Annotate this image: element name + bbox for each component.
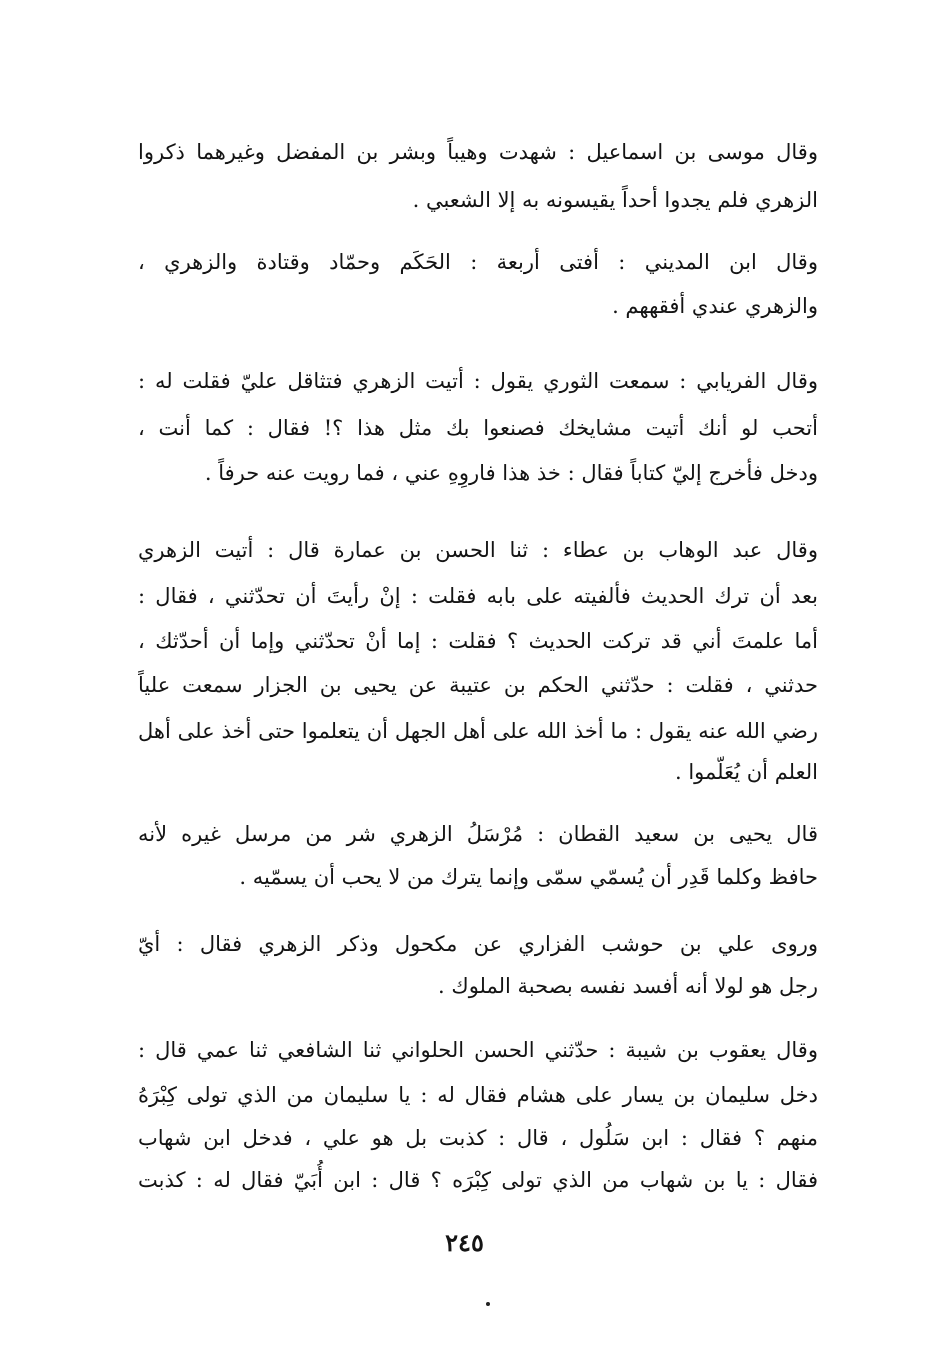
text-line: رجل هو لولا أنه أفسد نفسه بصحبة الملوك . [438,974,818,998]
text-line: وقال يعقوب بن شيبة : حدّثني الحسن الحلواني ثنا الشافعي ثنا عمي قال : [138,1038,818,1062]
text-line: حدثني ، فقلت : حدّثني الحكم بن عتيبة عن يحيى بن الجزار سمعت علياً [138,673,818,697]
text-line: وروى علي بن حوشب الفزاري عن مكحول وذكر الزهري فقال : أيّ [138,932,818,956]
text-line: دخل سليمان بن يسار على هشام فقال له : يا سليمان من الذي تولى كِبْرَهُ [138,1083,818,1107]
text-line: العلم أن يُعَلّموا . [674,760,818,784]
text-line: فقال : يا بن شهاب من الذي تولى كِبْرَه ؟ قال : ابن أُبَيّ فقال له : كذبت [138,1168,818,1192]
text-line: قال يحيى بن سعيد القطان : مُرْسَلُ الزهري شر من مرسل غيره لأنه [138,822,818,846]
scan-speck [486,1302,490,1306]
text-line: والزهري عندي أفقههم . [612,294,818,318]
text-line: وقال ابن المديني : أفتى أربعة : الحَكَم وحمّاد وقتادة والزهري ، [138,250,818,274]
text-line: ودخل فأخرج إليّ كتاباً فقال : خذ هذا فاروِهِ عني ، فما رويت عنه حرفاً . [204,461,818,485]
text-line: منهم ؟ فقال : ابن سَلُول ، قال : كذبت بل هو علي ، فدخل ابن شهاب [138,1126,818,1150]
text-line: وقال موسى بن اسماعيل : شهدت وهيباً وبشر بن المفضل وغيرهما ذكروا [138,140,818,164]
text-line: حافظ وكلما قَدِر أن يُسمّي سمّى وإنما يترك من لا يحب أن يسمّيه . [239,865,818,889]
text-line: أما علمتَ أني قد تركت الحديث ؟ فقلت : إما أنْ تحدّثني وإما أن أحدّثك ، [138,629,818,653]
text-line: أتحب لو أنك أتيت مشايخك فصنعوا بك مثل هذا ؟! فقال : كما أنت ، [138,416,818,440]
page-number: ٢٤٥ [445,1228,484,1257]
text-line: رضي الله عنه يقول : ما أخذ الله على أهل الجهل أن يتعلموا حتى أخذ على أهل [138,719,818,743]
text-line: وقال عبد الوهاب بن عطاء : ثنا الحسن بن عمارة قال : أتيت الزهري [138,538,818,562]
text-line: بعد أن ترك الحديث فألفيته على بابه فقلت : إنْ رأيتَ أن تحدّثني ، فقال : [138,584,818,608]
text-line: الزهري فلم يجدوا أحداً يقيسونه به إلا الشعبي . [412,188,818,212]
text-line: وقال الفريابي : سمعت الثوري يقول : أتيت الزهري فتثاقل عليّ فقلت له : [138,369,818,393]
